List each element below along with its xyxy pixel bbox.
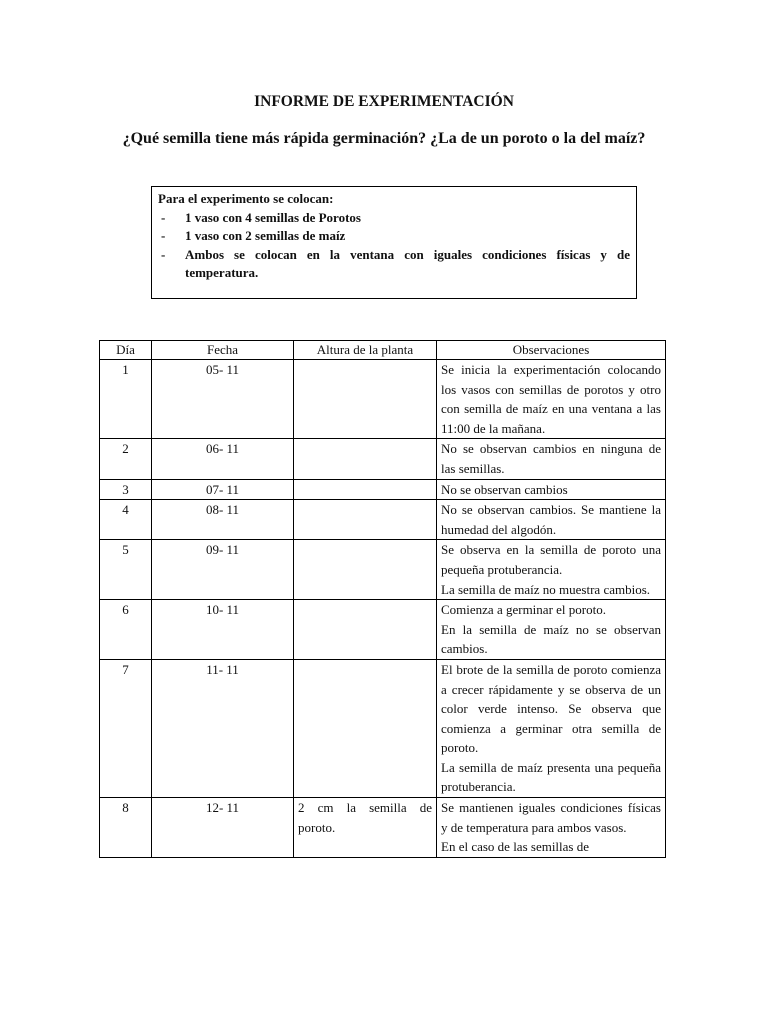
- cell-observaciones: [437, 659, 666, 797]
- research-question: ¿Qué semilla tiene más rápida germinación? ¿La de un poroto o la del maíz?: [122, 130, 646, 147]
- cell-fecha: 07- 11: [152, 479, 294, 500]
- cell-dia: 5: [100, 540, 152, 600]
- cell-fecha: 10- 11: [152, 600, 294, 660]
- cell-dia: 3: [100, 479, 152, 500]
- table-header-row: [100, 341, 666, 360]
- cell-observaciones: [437, 479, 666, 500]
- setup-item: [158, 209, 630, 228]
- observation-text: Se inicia la experimentación colocando los vasos con semillas de porotos y otro con semilla de maíz en una ventana a las 11:00 de la mañana.: [441, 362, 661, 436]
- cell-altura: [294, 360, 437, 439]
- list-dash: -: [161, 228, 166, 243]
- table-row: [100, 600, 666, 660]
- table-row: [100, 659, 666, 797]
- table-row: [100, 479, 666, 500]
- cell-observaciones: [437, 439, 666, 479]
- cell-observaciones: [437, 360, 666, 439]
- setup-item: [158, 246, 630, 283]
- observation-text: No se observan cambios en ninguna de las semillas.: [441, 441, 661, 476]
- observation-text: En el caso de las semillas de: [441, 839, 590, 855]
- cell-fecha: 12- 11: [152, 798, 294, 858]
- cell-observaciones: [437, 798, 666, 858]
- setup-item-text: 1 vaso con 2 semillas de maíz: [185, 228, 346, 243]
- table-row: [100, 798, 666, 858]
- cell-dia: 8: [100, 798, 152, 858]
- list-dash: -: [161, 246, 166, 262]
- observation-text: No se observan cambios. Se mantiene la humedad del algodón.: [441, 502, 661, 537]
- cell-fecha: 09- 11: [152, 540, 294, 600]
- observation-text: En la semilla de maíz no se observan cambios.: [441, 621, 661, 657]
- table-row: [100, 360, 666, 439]
- observation-text: El brote de la semilla de poroto comienza a crecer rápidamente y se observa de un color verde intenso. Se observa que comienza a germinar otra semilla de poroto.: [441, 661, 661, 756]
- setup-list: [158, 209, 630, 283]
- cell-fecha: 08- 11: [152, 500, 294, 540]
- cell-dia: 7: [100, 659, 152, 797]
- observation-text: Se observa en la semilla de poroto una pequeña protuberancia.: [441, 542, 661, 577]
- cell-dia: 1: [100, 360, 152, 439]
- header-observaciones: Observaciones: [437, 341, 666, 360]
- cell-fecha: 06- 11: [152, 439, 294, 479]
- cell-altura: [294, 600, 437, 660]
- cell-dia: 6: [100, 600, 152, 660]
- setup-item-text: 1 vaso con 4 semillas de Porotos: [185, 209, 361, 225]
- cell-altura: [294, 659, 437, 797]
- cell-dia: 4: [100, 500, 152, 540]
- observation-text: Se mantienen iguales condiciones físicas y de temperatura para ambos vasos.: [441, 800, 661, 835]
- header-fecha: Fecha: [152, 341, 294, 360]
- cell-altura: [294, 479, 437, 500]
- observation-text: No se observan cambios: [441, 481, 568, 497]
- cell-observaciones: [437, 600, 666, 660]
- cell-altura: [294, 439, 437, 479]
- cell-altura: 2 cm la semilla de poroto.: [294, 798, 437, 858]
- table-row: [100, 500, 666, 540]
- table-row: [100, 540, 666, 600]
- observation-table: [99, 340, 666, 858]
- cell-altura: [294, 500, 437, 540]
- header-altura: Altura de la planta: [294, 341, 437, 360]
- setup-item: [158, 227, 630, 246]
- cell-observaciones: [437, 540, 666, 600]
- cell-observaciones: [437, 500, 666, 540]
- setup-heading: Para el experimento se colocan:: [158, 191, 334, 206]
- list-dash: -: [161, 209, 166, 225]
- report-title: INFORME DE EXPERIMENTACIÓN: [254, 93, 514, 110]
- cell-dia: 2: [100, 439, 152, 479]
- observation-text: La semilla de maíz no muestra cambios.: [441, 581, 651, 597]
- header-dia: Día: [100, 341, 152, 360]
- cell-fecha: 05- 11: [152, 360, 294, 439]
- cell-fecha: 11- 11: [152, 659, 294, 797]
- setup-box: [151, 186, 637, 299]
- cell-altura: [294, 540, 437, 600]
- observation-text: Comienza a germinar el poroto.: [441, 602, 606, 618]
- table-row: [100, 439, 666, 479]
- setup-item-text: Ambos se colocan en la ventana con iguales condiciones físicas y de temperatura.: [185, 246, 630, 280]
- observation-text: La semilla de maíz presenta una pequeña protuberancia.: [441, 759, 661, 795]
